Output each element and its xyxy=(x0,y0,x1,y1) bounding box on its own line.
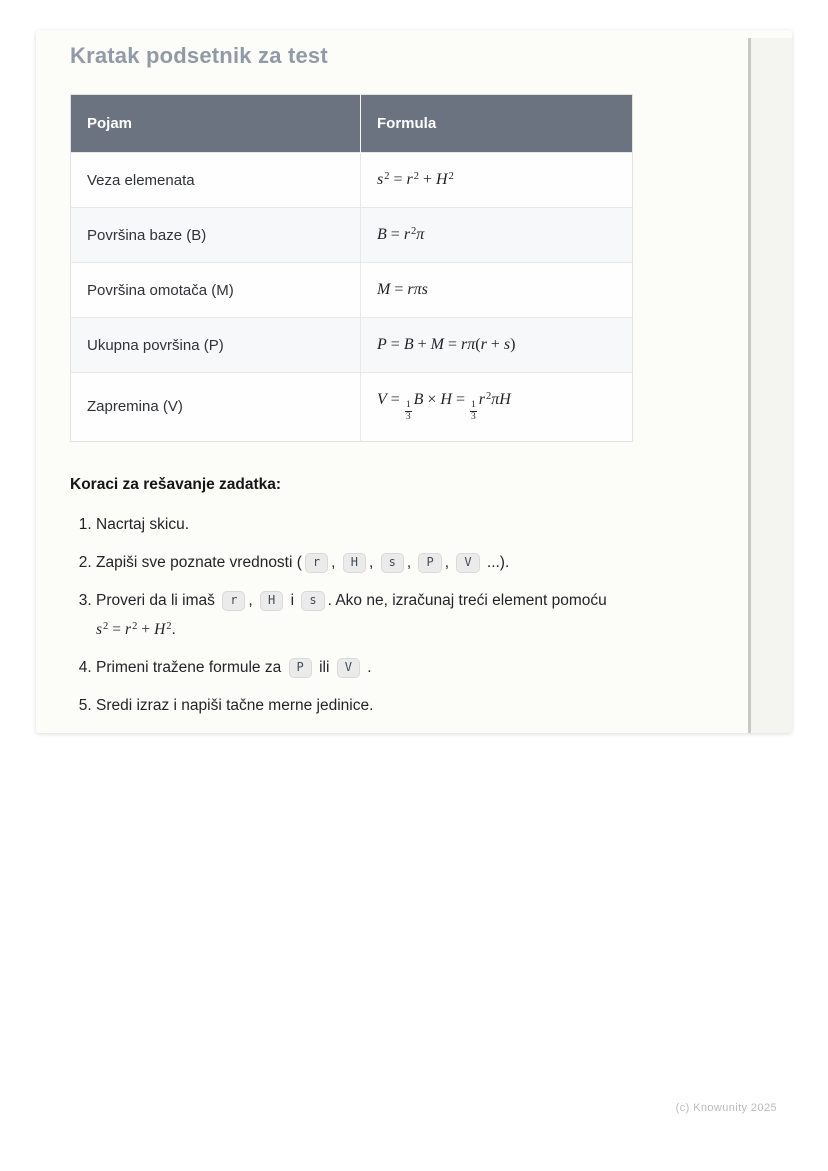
step-item: 4. Primeni tražene formule za P ili V . xyxy=(96,655,633,681)
math-token: = xyxy=(455,391,465,408)
math-token: M xyxy=(430,336,444,353)
math-token: = xyxy=(393,171,403,188)
term-cell: Veza elemenata xyxy=(71,153,361,208)
steps-list xyxy=(70,512,633,719)
column-header-formula: Formula xyxy=(361,95,633,153)
math-token: = xyxy=(390,336,400,353)
math-token: H xyxy=(154,620,166,638)
formula-expression xyxy=(96,621,172,638)
math-token: r xyxy=(480,336,487,353)
copyright-footer: (c) Knowunity 2025 xyxy=(675,1102,777,1114)
math-token: r xyxy=(460,336,468,353)
steps-heading: Koraci za rešavanje zadatka: xyxy=(70,475,282,493)
column-header-pojam: Pojam xyxy=(71,95,361,153)
math-token: 2 xyxy=(413,171,419,182)
math-token: 2 xyxy=(103,620,109,632)
page-title: Kratak podsetnik za test xyxy=(70,43,328,68)
math-token: r xyxy=(125,620,132,638)
math-token: + xyxy=(141,620,151,638)
math-token: r xyxy=(406,171,413,188)
formula-cell xyxy=(361,263,633,318)
inline-code-chip: s xyxy=(381,553,404,573)
inline-code-chip: r xyxy=(222,591,245,611)
math-token: = xyxy=(112,620,122,638)
document-content xyxy=(70,30,633,731)
math-token: 2 xyxy=(384,171,390,182)
scroll-gutter xyxy=(748,38,792,733)
math-token: B xyxy=(403,336,414,353)
formula-expression xyxy=(377,226,424,243)
math-token: 2 xyxy=(411,226,417,237)
math-token: = xyxy=(394,281,404,298)
table-row xyxy=(71,373,633,442)
math-token: H xyxy=(499,391,511,408)
math-token: H xyxy=(440,391,452,408)
table-row xyxy=(71,318,633,373)
inline-code-chip: H xyxy=(260,591,283,611)
math-token: s xyxy=(503,336,511,353)
math-token: V xyxy=(377,391,387,408)
table-row xyxy=(71,153,633,208)
math-token: π xyxy=(467,336,476,353)
formula-cell xyxy=(361,153,633,208)
formula-expression xyxy=(377,391,511,422)
math-token: r xyxy=(407,281,414,298)
math-token: H xyxy=(436,171,448,188)
inline-code-chip: V xyxy=(456,553,479,573)
math-token: s xyxy=(96,620,103,638)
term-cell: Površina omotača (M) xyxy=(71,263,361,318)
inline-code-chip: P xyxy=(289,658,312,678)
math-token: 2 xyxy=(166,620,172,632)
term-cell: Površina baze (B) xyxy=(71,208,361,263)
math-token: π xyxy=(413,281,422,298)
formula-table-body xyxy=(71,153,633,442)
inline-code-chip: H xyxy=(343,553,366,573)
step-item: 1. Nacrtaj skicu. xyxy=(96,512,633,538)
step-item: 3. Proveri da li imaš r , H i s . Ako ne, izračunaj treći element pomoću $s^2 = r^2 + H^2$. xyxy=(96,588,633,643)
formula-table-head xyxy=(71,95,633,153)
inline-code-chip: V xyxy=(337,658,360,678)
formula-expression xyxy=(377,281,428,298)
term-cell: Ukupna površina (P) xyxy=(71,318,361,373)
math-token: r xyxy=(478,391,485,408)
math-token: B xyxy=(377,226,387,243)
math-token: $\frac{1}{3}$ xyxy=(405,400,411,422)
formula-cell xyxy=(361,208,633,263)
math-token: × xyxy=(427,391,437,408)
math-token: π xyxy=(416,226,425,243)
math-token: M xyxy=(377,281,391,298)
table-row xyxy=(71,208,633,263)
math-token: + xyxy=(423,171,433,188)
formula-cell xyxy=(361,373,633,442)
math-token: = xyxy=(390,226,400,243)
math-token: 2 xyxy=(132,620,138,632)
header-row xyxy=(71,95,633,153)
math-token: s xyxy=(377,171,384,188)
math-token: π xyxy=(491,391,500,408)
math-token: + xyxy=(417,336,427,353)
formula-table xyxy=(70,94,633,442)
step-item: 5. Sredi izraz i napiši tačne merne jedinice. xyxy=(96,693,633,719)
math-token: = xyxy=(390,391,400,408)
document-card xyxy=(36,30,792,733)
math-token: ( xyxy=(475,336,481,353)
math-token: s xyxy=(421,281,428,298)
math-token: ) xyxy=(510,336,516,353)
math-token: B xyxy=(413,391,424,408)
inline-code-chip: r xyxy=(305,553,328,573)
math-token: r xyxy=(403,226,411,243)
inline-code-chip: P xyxy=(418,553,441,573)
math-token: + xyxy=(490,336,500,353)
formula-expression xyxy=(377,336,515,353)
step-item: 2. Zapiši sve poznate vrednosti ( r , H , s , P , V ...). xyxy=(96,550,633,576)
math-token: $\frac{1}{3}$ xyxy=(470,400,476,422)
scrollbar-thumb[interactable] xyxy=(748,38,751,733)
formula-cell xyxy=(361,318,633,373)
inline-code-chip: s xyxy=(301,591,324,611)
math-token: 2 xyxy=(448,171,454,182)
math-token: = xyxy=(447,336,457,353)
table-row xyxy=(71,263,633,318)
term-cell: Zapremina (V) xyxy=(71,373,361,442)
formula-expression xyxy=(377,171,454,188)
math-token: 2 xyxy=(485,391,492,402)
math-token: P xyxy=(377,336,387,353)
